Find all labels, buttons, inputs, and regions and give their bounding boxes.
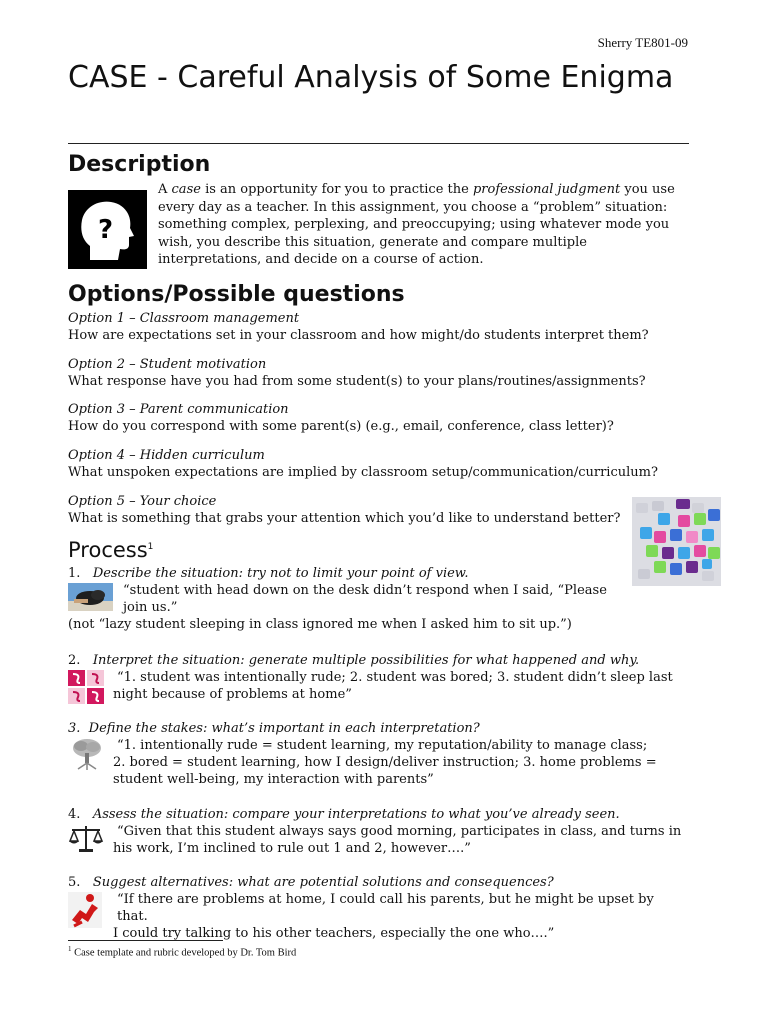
- option-question: How do you correspond with some parent(s) (e.g., email, conference, class letter)?: [68, 419, 614, 434]
- question-head-icon: [68, 190, 147, 269]
- svg-text:?: ?: [98, 215, 114, 245]
- sleeping-student-icon: [68, 583, 113, 611]
- description-heading: Description: [68, 152, 211, 177]
- step-2-heading: 2. Interpret the situation: generate multiple possibilities for what happened and why.: [68, 653, 640, 668]
- step-5-quote: “If there are problems at home, I could call his parents, but he might be upset by that. I could try talking to his other teachers, especially the one who….”: [113, 892, 654, 941]
- step-4-quote: “Given that this student always says good morning, participates in class, and turns in his work, I’m inclined to rule out 1 and 2, however….”: [113, 824, 682, 856]
- option-label: Option 3 – Parent communication: [68, 402, 289, 417]
- description-text: A case is an opportunity for you to practice the professional judgment you use every day as a teacher. In this assignment, you choose a “problem” situation: something complex, perplexing, and preoccupying; using whatever mode you wish, you describe this situation, generate and compare multiple interpretations, and decide on a course of action.: [158, 182, 675, 267]
- option-5: [68, 493, 628, 527]
- interpret-arrows-icon: [68, 670, 104, 704]
- footnote: $^1$ Case template and rubric developed by Dr. Tom Bird: [68, 945, 297, 959]
- option-label: Option 4 – Hidden curriculum: [68, 448, 265, 463]
- title-divider: [68, 143, 689, 144]
- red-person-icon: [68, 892, 102, 928]
- footnote-divider: [68, 940, 223, 941]
- option-question: How are expectations set in your classroom and how might/do students interpret them?: [68, 328, 649, 343]
- option-label: Option 5 – Your choice: [68, 494, 217, 509]
- option-label: Option 1 – Classroom management: [68, 311, 300, 326]
- step-1-heading: 1. Describe the situation: try not to limit your point of view.: [68, 566, 469, 581]
- step-1-extra: (not “lazy student sleeping in class ignored me when I asked him to sit up.”): [68, 617, 572, 632]
- step-5-heading: 5. Suggest alternatives: what are potential solutions and consequences?: [68, 875, 554, 890]
- option-question: What response have you had from some student(s) to your plans/routines/assignments?: [68, 374, 646, 389]
- step-3-quote: “1. intentionally rude = student learning, my reputation/ability to manage class; 2. bored = student learning, how I design/deliver instruction; 3. home problems = student well-being, my interaction with parents”: [113, 738, 657, 787]
- option-3: [68, 401, 698, 435]
- step-1-quote: “student with head down on the desk didn’t respond when I said, “Please join us.”: [123, 583, 607, 615]
- balance-scale-icon: [68, 824, 104, 854]
- step-3-heading: 3. Define the stakes: what’s important in each interpretation?: [68, 721, 480, 736]
- author-header: Sherry TE801-09: [597, 35, 688, 50]
- step-4-heading: 4. Assess the situation: compare your interpretations to what you’ve already seen.: [68, 807, 620, 822]
- option-1: [68, 310, 698, 344]
- process-heading: Process$^1$: [68, 538, 154, 562]
- tree-icon: [68, 737, 106, 771]
- option-2: [68, 356, 698, 390]
- footnote-mark: 1: [147, 542, 154, 552]
- option-question: What is something that grabs your attention which you’d like to understand better?: [68, 511, 621, 526]
- option-4: [68, 447, 698, 481]
- page-title: CASE - Careful Analysis of Some Enigma: [68, 60, 674, 95]
- option-label: Option 2 – Student motivation: [68, 357, 267, 372]
- step-2-quote: “1. student was intentionally rude; 2. student was bored; 3. student didn’t sleep last night because of problems at home”: [113, 670, 673, 702]
- options-heading: Options/Possible questions: [68, 282, 405, 307]
- option-question: What unspoken expectations are implied by classroom setup/communication/curriculum?: [68, 465, 658, 480]
